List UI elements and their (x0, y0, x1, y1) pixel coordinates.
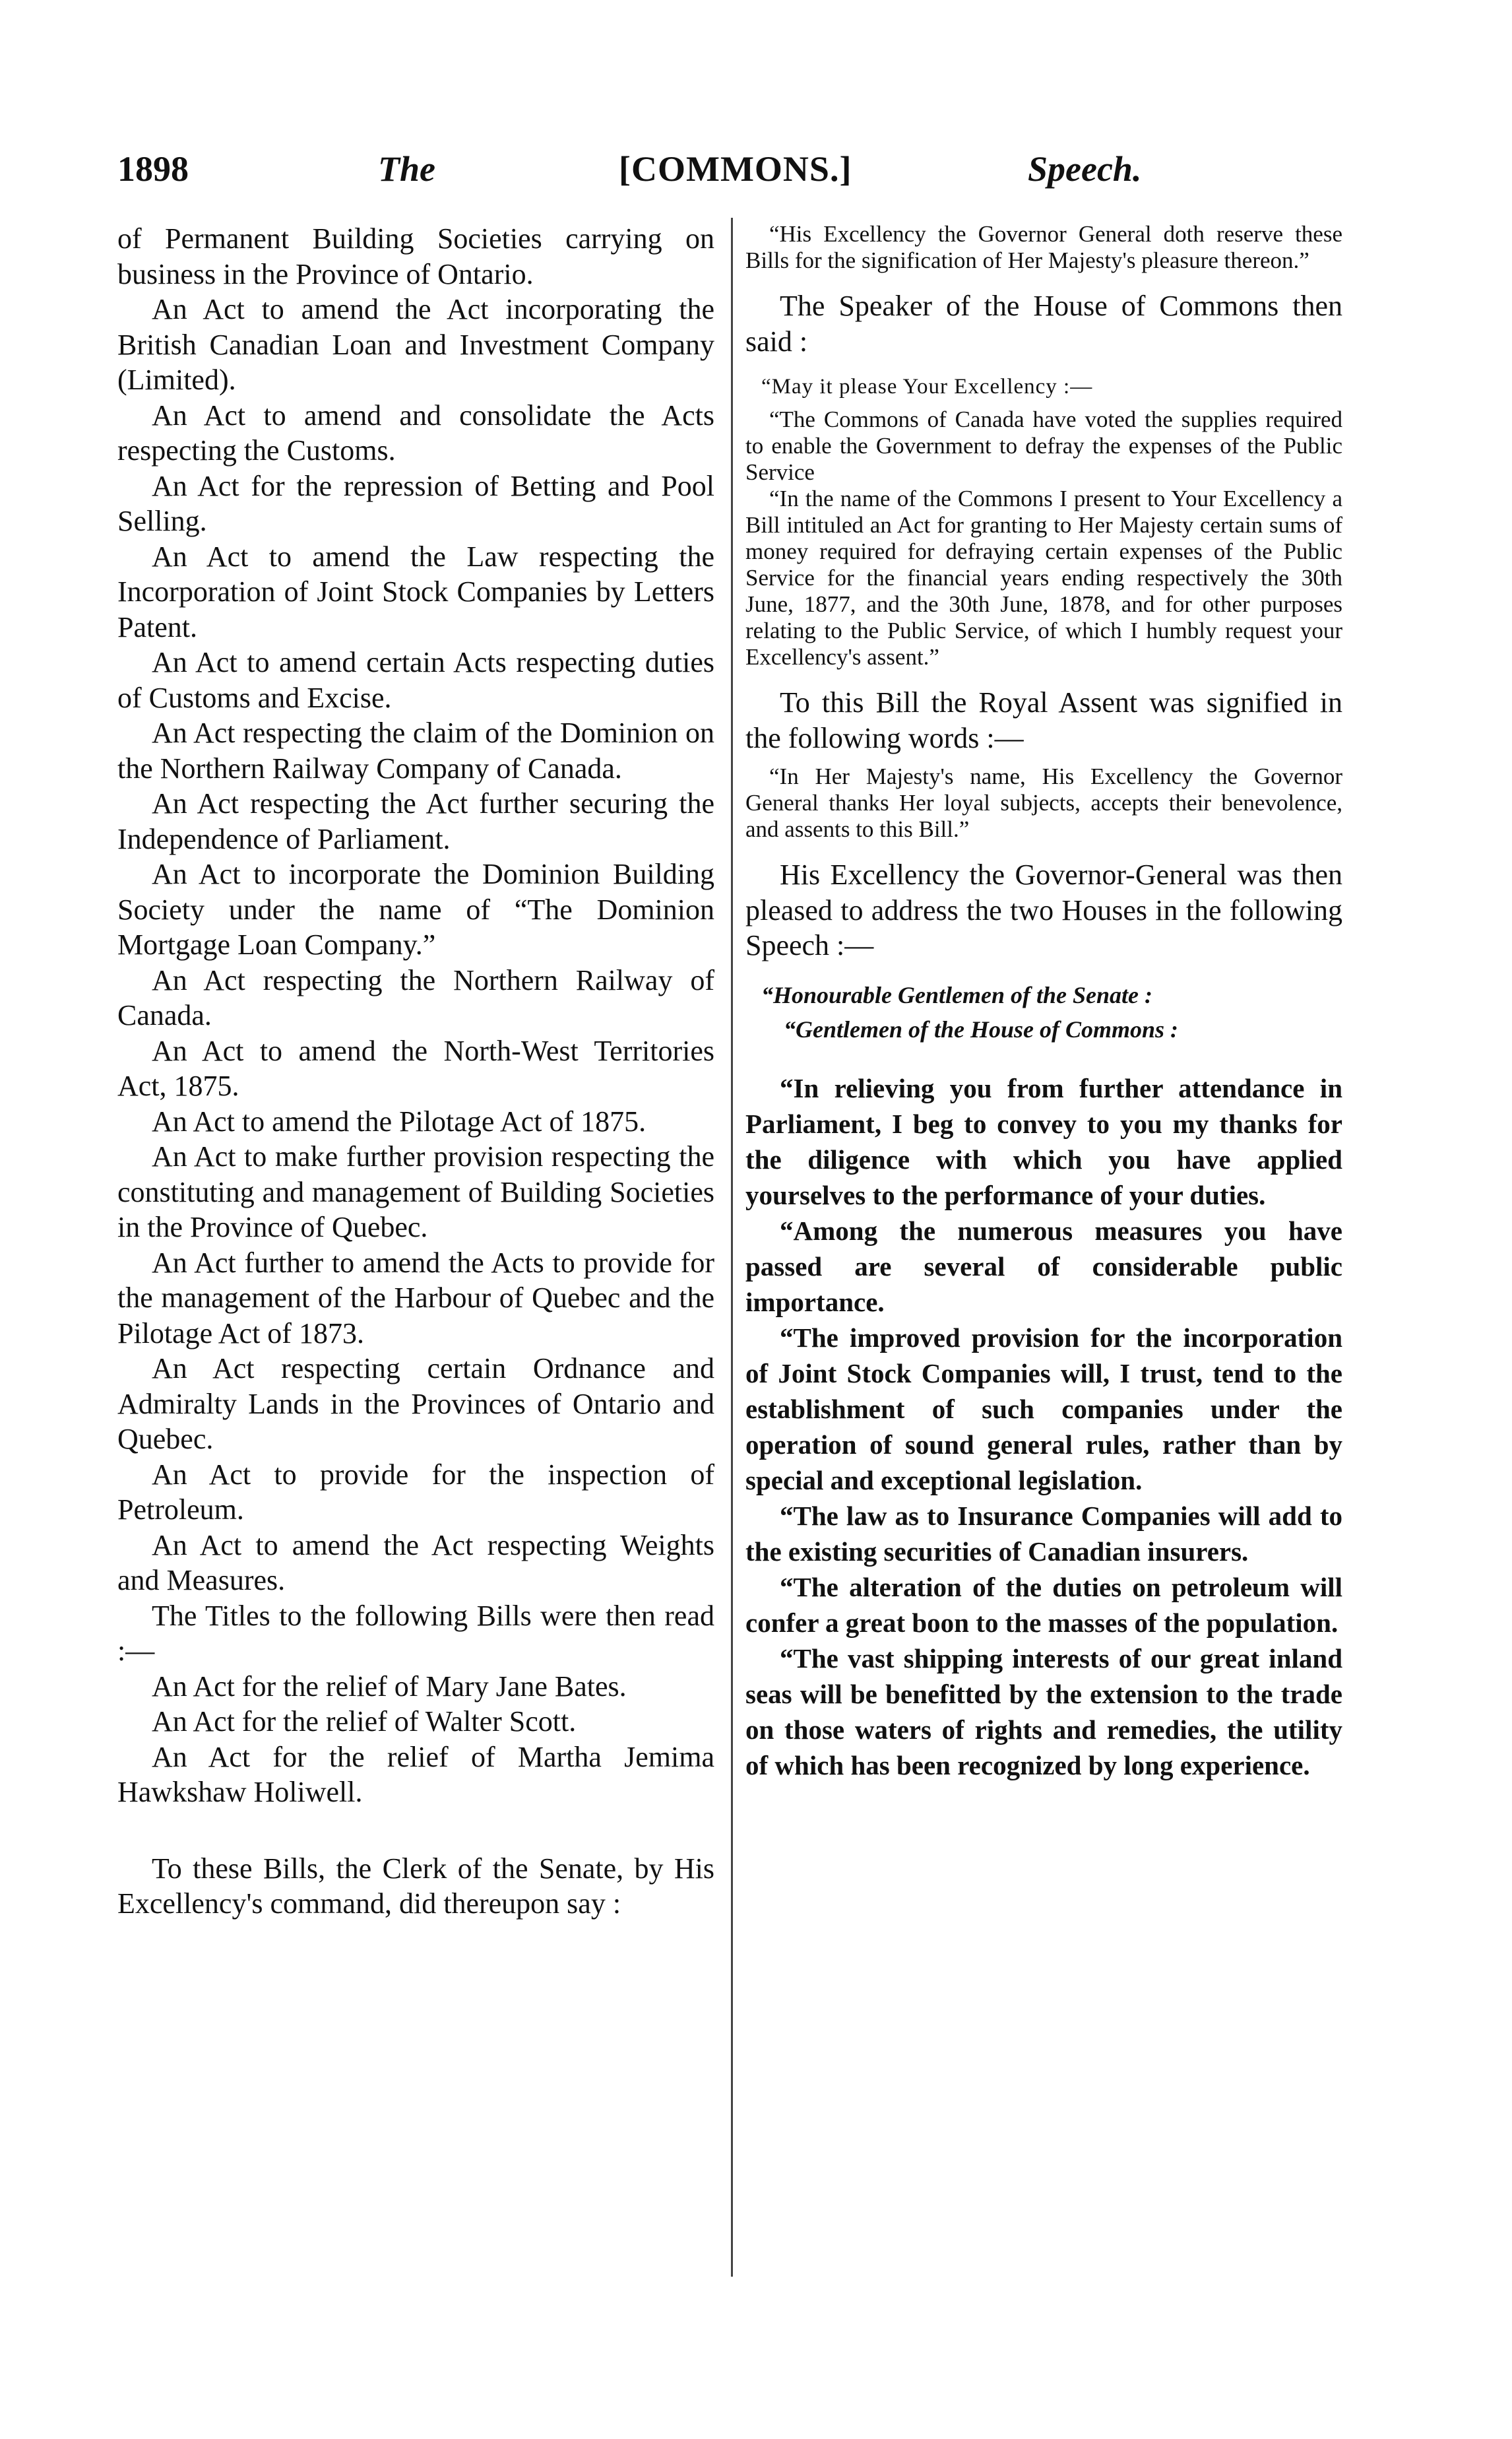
assent-quote: “In Her Majesty's name, His Excellency the Governor General thanks Her loyal subjects, accepts their benevolence, and assents to this Bill.” (745, 764, 1342, 842)
bill-title: An Act to provide for the inspection of Petroleum. (117, 1458, 714, 1526)
left-column (117, 221, 714, 1922)
bill-title: An Act to make further provision respecting the constituting and management of Building Societies in the Province of Quebec. (117, 1140, 714, 1243)
bills-read-intro: The Titles to the following Bills were then read :— (117, 1599, 714, 1667)
bill-title: An Act to amend and consolidate the Acts respecting the Customs. (117, 399, 714, 467)
bill-title: An Act respecting the Northern Railway of Canada. (117, 963, 714, 1031)
bill-title: An Act to amend the Act respecting Weights and Measures. (117, 1528, 714, 1596)
bill-title: An Act to amend the Pilotage Act of 1875. (152, 1105, 646, 1138)
running-title-right: Speech. (1028, 149, 1142, 189)
bill-title: An Act to amend the Law respecting the Incorporation of Joint Stock Companies by Letters Patent. (117, 540, 714, 643)
private-bill-title: An Act for the relief of Martha Jemima Hawkshaw Holiwell. (117, 1740, 714, 1808)
address-commons: “Gentlemen of the House of Commons : (784, 1016, 1179, 1043)
clerk-statement: To these Bills, the Clerk of the Senate, by His Excellency's command, did thereupon say : (117, 1852, 714, 1920)
private-bill-title: An Act for the relief of Mary Jane Bates. (152, 1670, 627, 1703)
speech-paragraph: “The law as to Insurance Companies will add to the existing securities of Canadian insurers. (745, 1500, 1342, 1567)
salutation: “May it please Your Excellency :— (761, 375, 1093, 399)
speech-paragraph: “Among the numerous measures you have passed are several of considerable public importance. (745, 1215, 1342, 1317)
page-number: 1898 (117, 149, 189, 189)
supply-paragraph: “In the name of the Commons I present to Your Excellency a Bill intituled an Act for granting to Her Majesty certain sums of money required for defraying certain expenses of the Public Service for the financial years ending respectively the 30th June, 1877, and the 30th June, 1878, and for other purposes relating to the Public Service, of which I humbly request your Excellency's assent.” (745, 486, 1342, 670)
bill-title: An Act to amend the Act incorporating the British Canadian Loan and Investment Company (Limited). (117, 293, 714, 396)
bill-title: An Act respecting the Act further securing the Independence of Parliament. (117, 787, 714, 855)
bill-title: An Act further to amend the Acts to provide for the management of the Harbour of Quebec and the Pilotage Act of 1873. (117, 1246, 714, 1350)
page-header (117, 145, 1147, 198)
speech-paragraph: “The improved provision for the incorporation of Joint Stock Companies will, I trust, tend to the establishment of such companies under the operation of sound general rules, rather than by special and exceptional legislation. (745, 1322, 1342, 1495)
running-title-center: [COMMONS.] (619, 149, 852, 189)
assent-intro: To this Bill the Royal Assent was signified in the following words :— (745, 686, 1342, 754)
speaker-intro: The Speaker of the House of Commons then said : (745, 290, 1342, 358)
bill-title: An Act respecting the claim of the Dominion on the Northern Railway Company of Canada. (117, 717, 714, 785)
speech-paragraph: “The alteration of the duties on petroleum will confer a great boon to the masses of the population. (745, 1571, 1342, 1638)
supply-paragraph: “The Commons of Canada have voted the supplies required to enable the Government to defray the expenses of the Public Service (745, 406, 1342, 485)
bill-title: An Act to amend the North-West Territories Act, 1875. (117, 1034, 714, 1102)
speech-paragraph: “In relieving you from further attendance in Parliament, I beg to convey to you my thanks for the diligence with which you have applied yourselves to the performance of your duties. (745, 1072, 1342, 1210)
column-divider (731, 218, 733, 2277)
reserve-quote: “His Excellency the Governor General doth reserve these Bills for the signification of Her Majesty's pleasure thereon.” (745, 221, 1342, 273)
private-bill-title: An Act for the relief of Walter Scott. (152, 1705, 577, 1738)
speech-paragraph: “The vast shipping interests of our great inland seas will be benefitted by the extension to the trade on those waters of rights and remedies, the utility of which has been recognized by long experience. (745, 1642, 1342, 1780)
bill-title: An Act respecting certain Ordnance and Admiralty Lands in the Provinces of Ontario and Quebec. (117, 1352, 714, 1455)
speech-intro: His Excellency the Governor-General was then pleased to address the two Houses in the following Speech :— (745, 859, 1342, 961)
address-senate: “Honourable Gentlemen of the Senate : (761, 981, 1152, 1008)
bill-title: An Act to incorporate the Dominion Building Society under the name of “The Dominion Mortgage Loan Company.” (117, 858, 714, 961)
bill-title: An Act for the repression of Betting and Pool Selling. (117, 469, 714, 537)
right-column (745, 221, 1342, 1783)
running-title-left: The (378, 149, 435, 189)
bill-title: An Act to amend certain Acts respecting duties of Customs and Excise. (117, 646, 714, 714)
bill-title: of Permanent Building Societies carrying on business in the Province of Ontario. (117, 222, 714, 290)
